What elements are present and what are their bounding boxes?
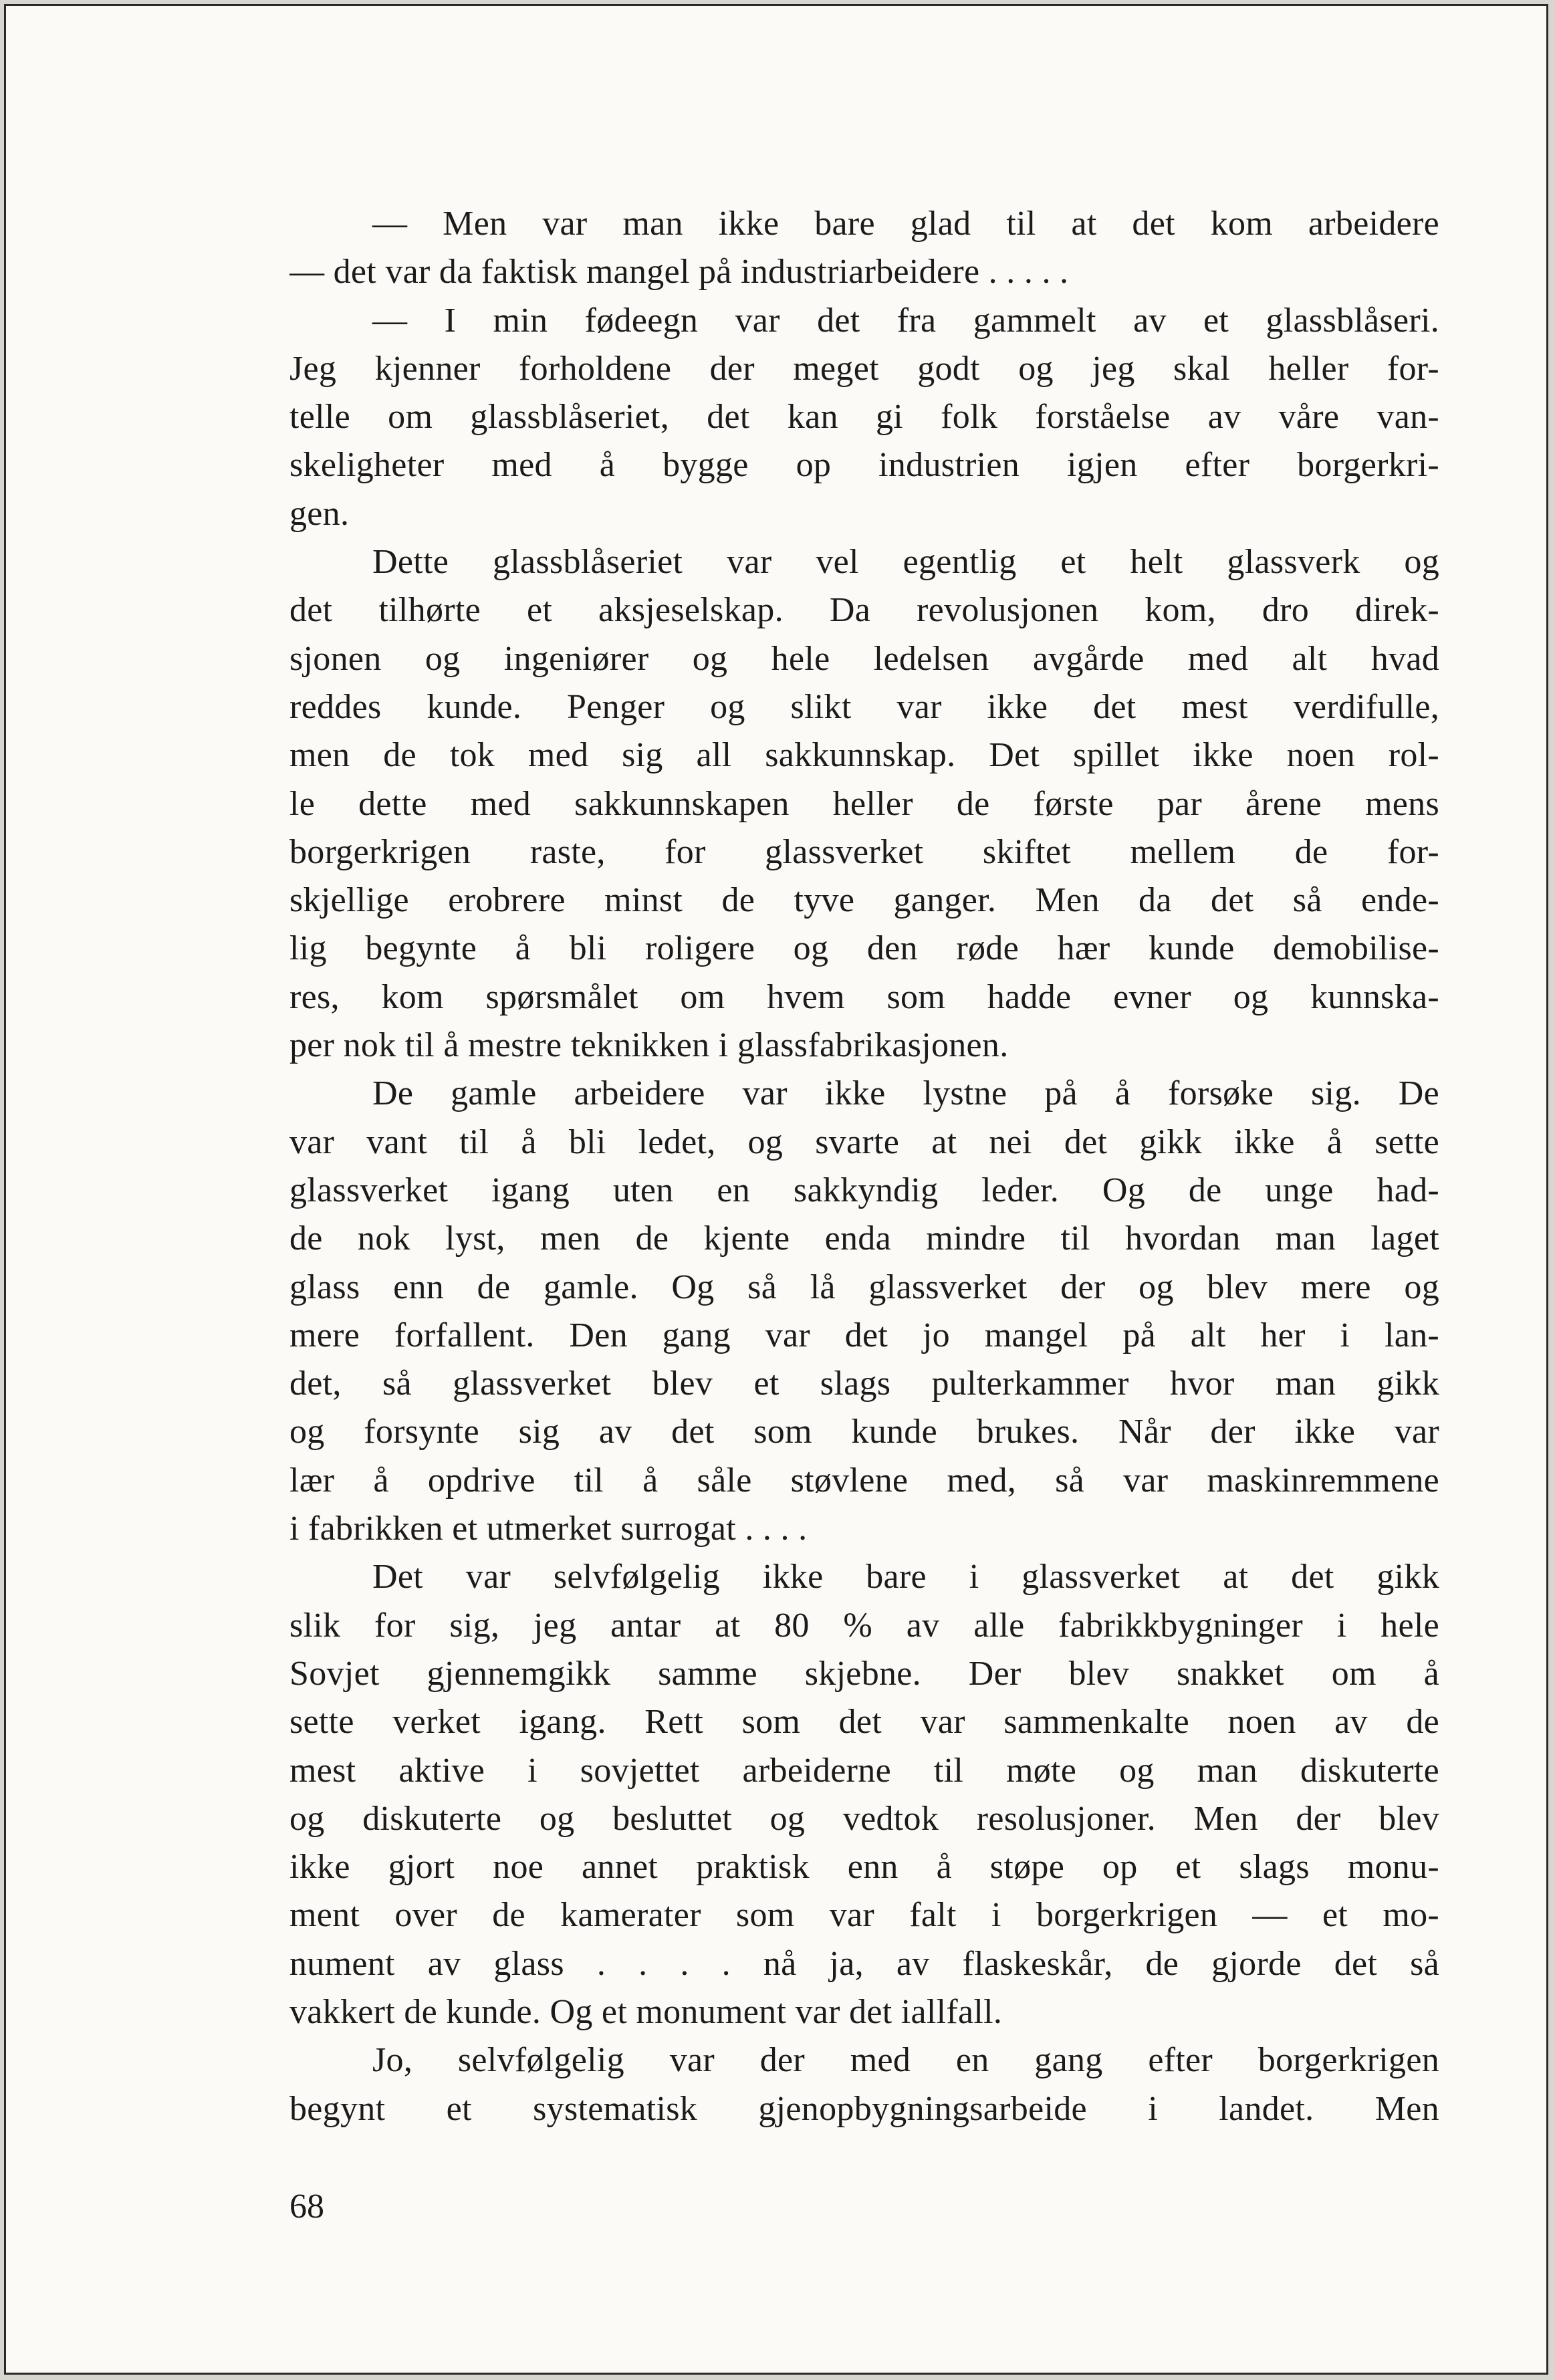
text-line: glass enn de gamle. Og så lå glassverket der og blev mere og bbox=[289, 1268, 1439, 1306]
text-line: per nok til å mestre teknikken i glassfabrikasjonen. bbox=[289, 1026, 1009, 1065]
text-line: — I min fødeegn var det fra gammelt av et glassblåseri. bbox=[372, 301, 1439, 340]
text-line: sjonen og ingeniører og hele ledelsen avgårde med alt hvad bbox=[289, 639, 1439, 678]
text-line: var vant til å bli ledet, og svarte at nei det gikk ikke å sette bbox=[289, 1122, 1439, 1161]
text-line: lær å opdrive til å såle støvlene med, så var maskinremmene bbox=[289, 1461, 1439, 1500]
text-line: Det var selvfølgelig ikke bare i glassverket at det gikk bbox=[372, 1558, 1439, 1596]
text-line: reddes kunde. Penger og slikt var ikke det mest verdifulle, bbox=[289, 687, 1439, 726]
text-line: Dette glassblåseriet var vel egentlig et helt glassverk og bbox=[372, 543, 1439, 582]
text-line: Jo, selvfølgelig var der med en gang efter borgerkrigen bbox=[372, 2041, 1439, 2080]
text-line: skeligheter med å bygge op industrien igjen efter borgerkri- bbox=[289, 446, 1439, 485]
text-line: borgerkrigen raste, for glassverket skiftet mellem de for- bbox=[289, 832, 1439, 871]
text-line: i fabrikken et utmerket surrogat . . . . bbox=[289, 1510, 808, 1548]
body-text bbox=[289, 200, 1439, 2133]
text-line: de nok lyst, men de kjente enda mindre til hvordan man laget bbox=[289, 1219, 1439, 1258]
text-line: nument av glass . . . . nå ja, av flaskeskår, de gjorde det så bbox=[289, 1944, 1439, 1983]
text-line: og forsynte sig av det som kunde brukes. Når der ikke var bbox=[289, 1413, 1439, 1451]
text-line: le dette med sakkunnskapen heller de første par årene mens bbox=[289, 784, 1439, 823]
text-line: — Men var man ikke bare glad til at det kom arbeidere bbox=[372, 205, 1439, 243]
text-line: det, så glassverket blev et slags pulterkammer hvor man gikk bbox=[289, 1364, 1439, 1403]
text-line: og diskuterte og besluttet og vedtok resolusjoner. Men der blev bbox=[289, 1799, 1439, 1838]
text-line: lig begynte å bli roligere og den røde hær kunde demobilise- bbox=[289, 929, 1439, 968]
text-line: skjellige erobrere minst de tyve ganger. Men da det så ende- bbox=[289, 881, 1439, 920]
text-line: glassverket igang uten en sakkyndig leder. Og de unge had- bbox=[289, 1171, 1439, 1209]
page-number: 68 bbox=[289, 2187, 324, 2226]
text-line: slik for sig, jeg antar at 80 % av alle fabrikkbygninger i hele bbox=[289, 1606, 1439, 1645]
text-line: res, kom spørsmålet om hvem som hadde evner og kunnska- bbox=[289, 977, 1439, 1016]
text-line: men de tok med sig all sakkunnskap. Det spillet ikke noen rol- bbox=[289, 736, 1439, 775]
text-line: vakkert de kunde. Og et monument var det iallfall. bbox=[289, 1992, 1003, 2031]
text-line: telle om glassblåseriet, det kan gi folk forståelse av våre van- bbox=[289, 398, 1439, 437]
text-line: ikke gjort noe annet praktisk enn å støpe op et slags monu- bbox=[289, 1848, 1439, 1887]
text-line: ment over de kamerater som var falt i borgerkrigen — et mo- bbox=[289, 1896, 1439, 1935]
text-line: det tilhørte et aksjeselskap. Da revolusjonen kom, dro direk- bbox=[289, 591, 1439, 630]
text-line: gen. bbox=[289, 494, 350, 533]
text-line: — det var da faktisk mangel på industriarbeidere . . . . . bbox=[289, 253, 1069, 291]
book-page bbox=[4, 4, 1548, 2375]
text-line: De gamle arbeidere var ikke lystne på å forsøke sig. De bbox=[372, 1074, 1439, 1113]
text-line: mest aktive i sovjettet arbeiderne til møte og man diskuterte bbox=[289, 1751, 1439, 1790]
text-line: begynt et systematisk gjenopbygningsarbeide i landet. Men bbox=[289, 2089, 1439, 2128]
text-line: Sovjet gjennemgikk samme skjebne. Der blev snakket om å bbox=[289, 1654, 1439, 1693]
text-line: sette verket igang. Rett som det var sammenkalte noen av de bbox=[289, 1703, 1439, 1742]
text-line: mere forfallent. Den gang var det jo mangel på alt her i lan- bbox=[289, 1316, 1439, 1354]
text-line: Jeg kjenner forholdene der meget godt og jeg skal heller for- bbox=[289, 349, 1439, 388]
